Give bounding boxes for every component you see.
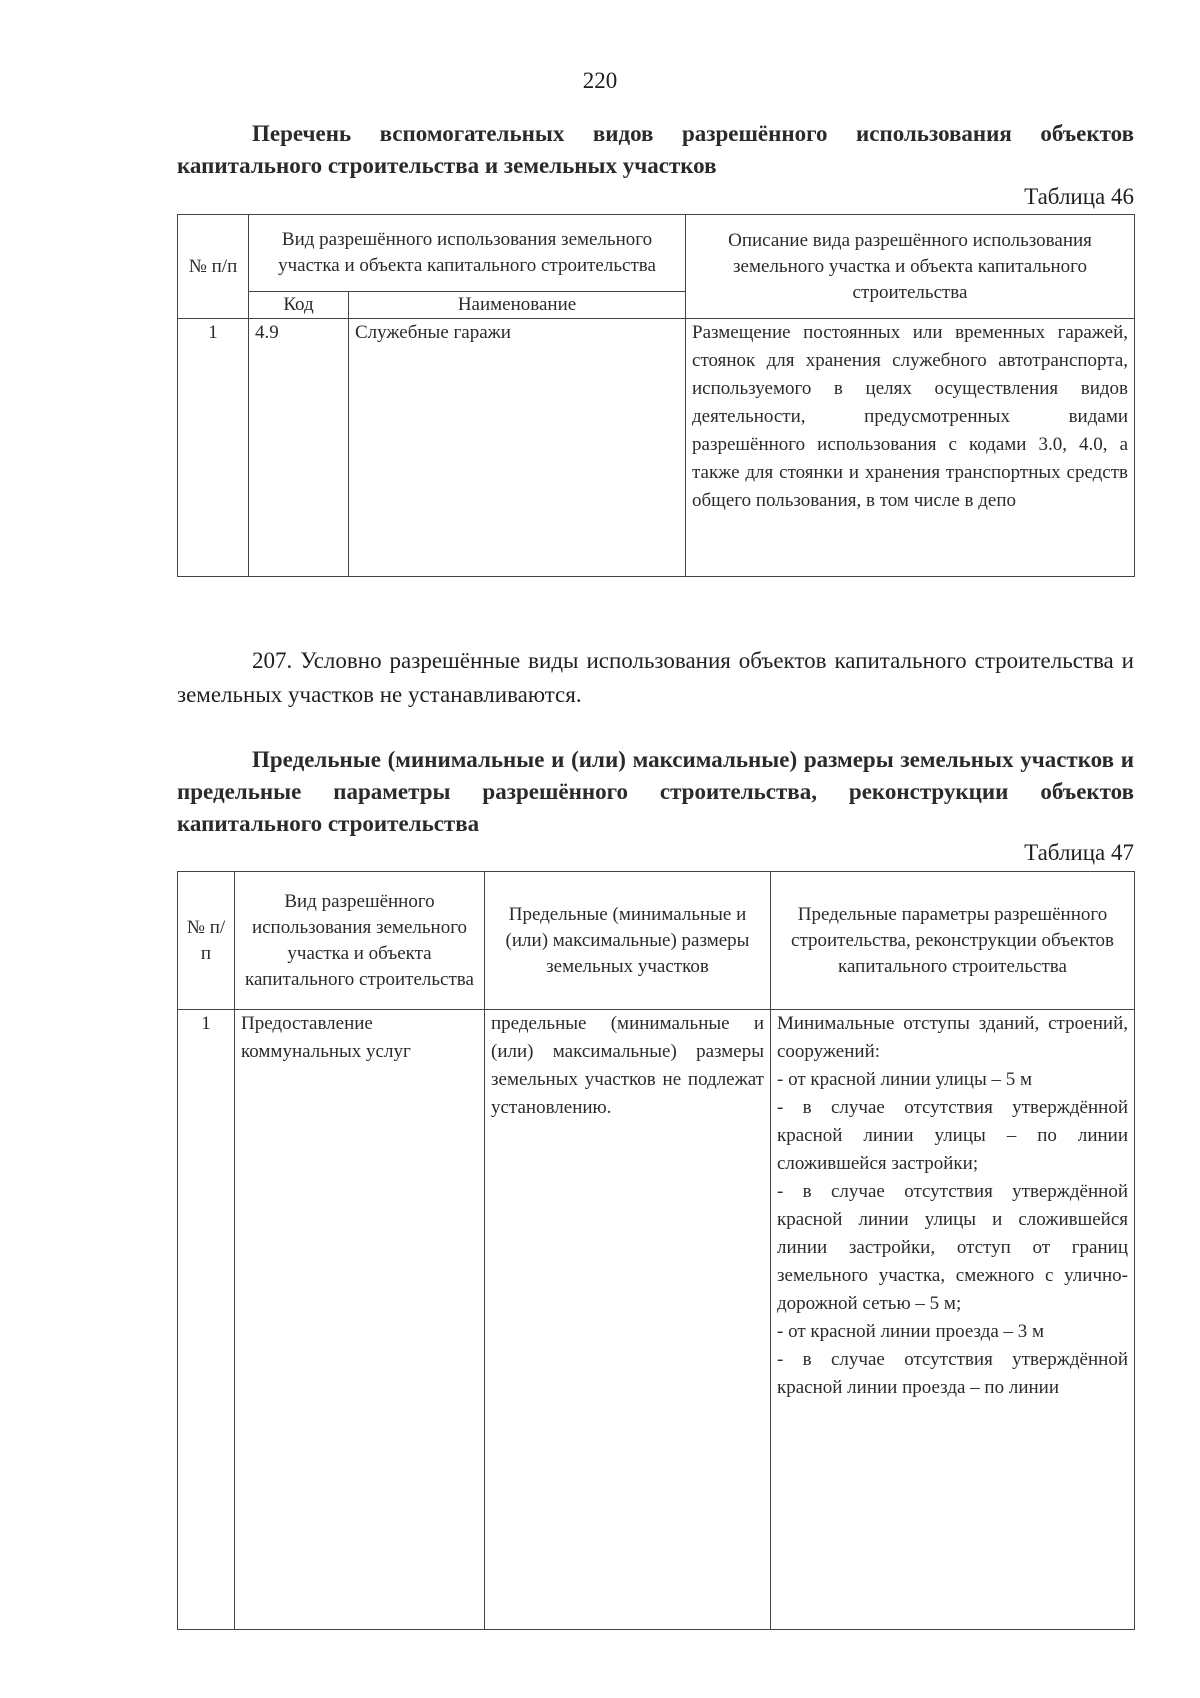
- row-description: [686, 319, 1135, 577]
- params-item: - от красной линии проезда – 3 м: [777, 1321, 1045, 1342]
- col-header-use: Вид разрешённого использования земельного участка и объекта капитального строительства: [235, 872, 485, 1010]
- row-code: 4.9: [249, 319, 349, 577]
- col-header-code: Код: [249, 292, 349, 319]
- col-header-use-group: Вид разрешённого использования земельного участка и объекта капитального строительства: [249, 215, 686, 292]
- params-item: - в случае отсутствия утверждённой красной линии проезда – по линии: [777, 1349, 1128, 1398]
- col-header-sizes: Предельные (минимальные и (или) максимальные) размеры земельных участков: [485, 872, 771, 1010]
- row-num: 1: [178, 319, 249, 577]
- col-header-num: № п/п: [178, 872, 235, 1010]
- col-header-num: № п/п: [178, 215, 249, 319]
- sizes-text: предельные (минимальные и (или) максимальные) размеры земельных участков не подлежат установлению.: [491, 1013, 764, 1118]
- col-header-description: Описание вида разрешённого использования земельного участка и объекта капитального строительства: [686, 215, 1135, 319]
- row-use: Предоставление коммунальных услуг: [235, 1010, 485, 1630]
- table-47-label: Таблица 47: [1024, 840, 1134, 865]
- description-text: Размещение постоянных или временных гаражей, стоянок для хранения служебного автотранспорта, используемого в целях осуществления видов деятельности, предусмотренных видами разрешённого использования с кодами 3.0, 4.0, а также для стоянки и хранения транспортных средств общего пользования, в том числе в депо: [692, 322, 1129, 511]
- table-47: [177, 871, 1135, 1630]
- table-row: [178, 319, 1135, 577]
- params-intro: Минимальные отступы зданий, строений, сооружений:: [777, 1013, 1128, 1062]
- page-number: 220: [582, 68, 618, 93]
- paragraph-207: 207. Условно разрешённые виды использования объектов капитального строительства и земельных участков не устанавливаются.: [177, 648, 1134, 707]
- row-sizes: [485, 1010, 771, 1630]
- row-params: [771, 1010, 1135, 1630]
- params-item: - в случае отсутствия утверждённой красной линии улицы – по линии сложившейся застройки;: [777, 1097, 1128, 1174]
- table-46-label: Таблица 46: [1024, 184, 1134, 209]
- params-item: - от красной линии улицы – 5 м: [777, 1069, 1032, 1090]
- col-header-params: Предельные параметры разрешённого строительства, реконструкции объектов капитального строительства: [771, 872, 1135, 1010]
- row-name: Служебные гаражи: [349, 319, 686, 577]
- params-item: - в случае отсутствия утверждённой красной линии улицы и сложившейся линии застройки, отступ от границ земельного участка, смежного с улично-дорожной сетью – 5 м;: [777, 1181, 1128, 1314]
- row-num: 1: [178, 1010, 235, 1630]
- table-row: [178, 1010, 1135, 1630]
- heading-auxiliary-uses: Перечень вспомогательных видов разрешённого использования объектов капитального строительства и земельных участков: [177, 121, 1134, 178]
- col-header-name: Наименование: [349, 292, 686, 319]
- heading-limit-parameters: Предельные (минимальные и (или) максимальные) размеры земельных участков и предельные параметры разрешённого строительства, реконструкции объектов капитального строительства: [177, 747, 1134, 836]
- table-46: [177, 214, 1135, 577]
